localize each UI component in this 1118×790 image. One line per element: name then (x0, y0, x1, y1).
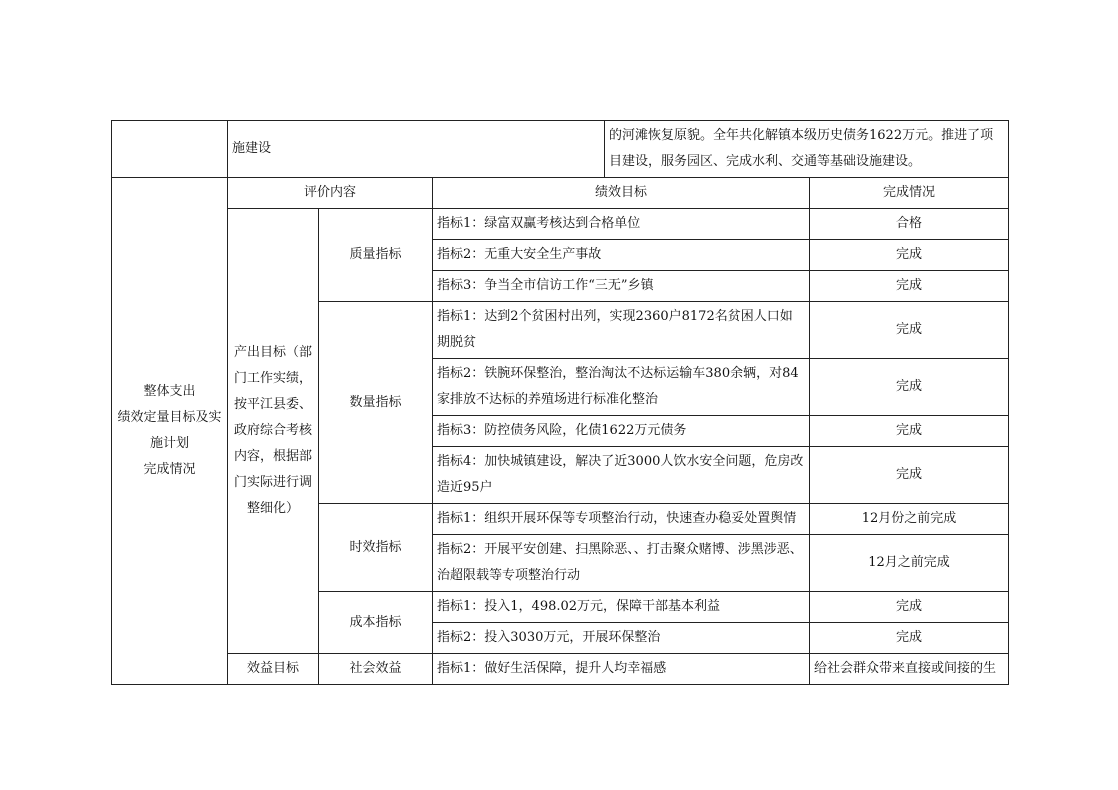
status-cell: 完成 (810, 302, 1009, 359)
section-label (112, 178, 228, 685)
top-row-left-text: 施建设 (228, 121, 605, 178)
benefit-target-label: 效益目标 (228, 654, 319, 685)
header-target: 绩效目标 (433, 178, 810, 209)
target-cell: 指标1：组织开展环保等专项整治行动，快速查办稳妥处置舆情 (433, 504, 810, 535)
blank-cell (112, 121, 228, 178)
target-cell: 指标1：做好生活保障，提升人均幸福感 (433, 654, 810, 685)
status-cell: 给社会群众带来直接或间接的生 (810, 654, 1009, 685)
target-cell: 指标1：投入1，498.02万元，保障干部基本利益 (433, 592, 810, 623)
status-cell: 完成 (810, 447, 1009, 504)
performance-table (111, 120, 1009, 685)
status-cell: 完成 (810, 592, 1009, 623)
status-cell: 合格 (810, 209, 1009, 240)
header-content: 评价内容 (228, 178, 433, 209)
target-cell: 指标2：无重大安全生产事故 (433, 240, 810, 271)
target-cell: 指标3：争当全市信访工作“三无”乡镇 (433, 271, 810, 302)
top-row-right-text: 的河滩恢复原貌。全年共化解镇本级历史债务1622万元。推进了项目建设，服务园区、完成水利、交通等基础设施建设。 (605, 121, 1009, 178)
group-label-timeliness: 时效指标 (319, 504, 433, 592)
section-label-text: 整体支出 绩效定量目标及实施计划 完成情况 (117, 384, 222, 477)
group-label-social: 社会效益 (319, 654, 433, 685)
table-row (112, 654, 1009, 685)
status-cell: 12月之前完成 (810, 535, 1009, 592)
status-cell: 完成 (810, 416, 1009, 447)
status-cell: 完成 (810, 271, 1009, 302)
target-cell: 指标2：投入3030万元，开展环保整治 (433, 623, 810, 654)
header-row (112, 178, 1009, 209)
target-cell: 指标2：铁腕环保整治，整治淘汰不达标运输车380余辆，对84家排放不达标的养殖场进行标准化整治 (433, 359, 810, 416)
target-cell: 指标2：开展平安创建、扫黑除恶、、打击聚众赌博、涉黑涉恶、治超限载等专项整治行动 (433, 535, 810, 592)
status-cell: 完成 (810, 359, 1009, 416)
status-cell: 12月份之前完成 (810, 504, 1009, 535)
output-target-label: 产出目标（部门工作实绩，按平江县委、政府综合考核内容，根据部门实际进行调整细化） (228, 209, 319, 654)
table-row (112, 209, 1009, 240)
target-cell: 指标1：达到2个贫困村出列，实现2360户8172名贫困人口如期脱贫 (433, 302, 810, 359)
status-cell: 完成 (810, 240, 1009, 271)
table-row (112, 121, 1009, 178)
group-label-quantity: 数量指标 (319, 302, 433, 504)
target-cell: 指标4：加快城镇建设，解决了近3000人饮水安全问题，危房改造近95户 (433, 447, 810, 504)
target-cell: 指标1：绿富双赢考核达到合格单位 (433, 209, 810, 240)
status-cell: 完成 (810, 623, 1009, 654)
group-label-quality: 质量指标 (319, 209, 433, 302)
target-cell: 指标3：防控债务风险，化债1622万元债务 (433, 416, 810, 447)
group-label-cost: 成本指标 (319, 592, 433, 654)
header-status: 完成情况 (810, 178, 1009, 209)
